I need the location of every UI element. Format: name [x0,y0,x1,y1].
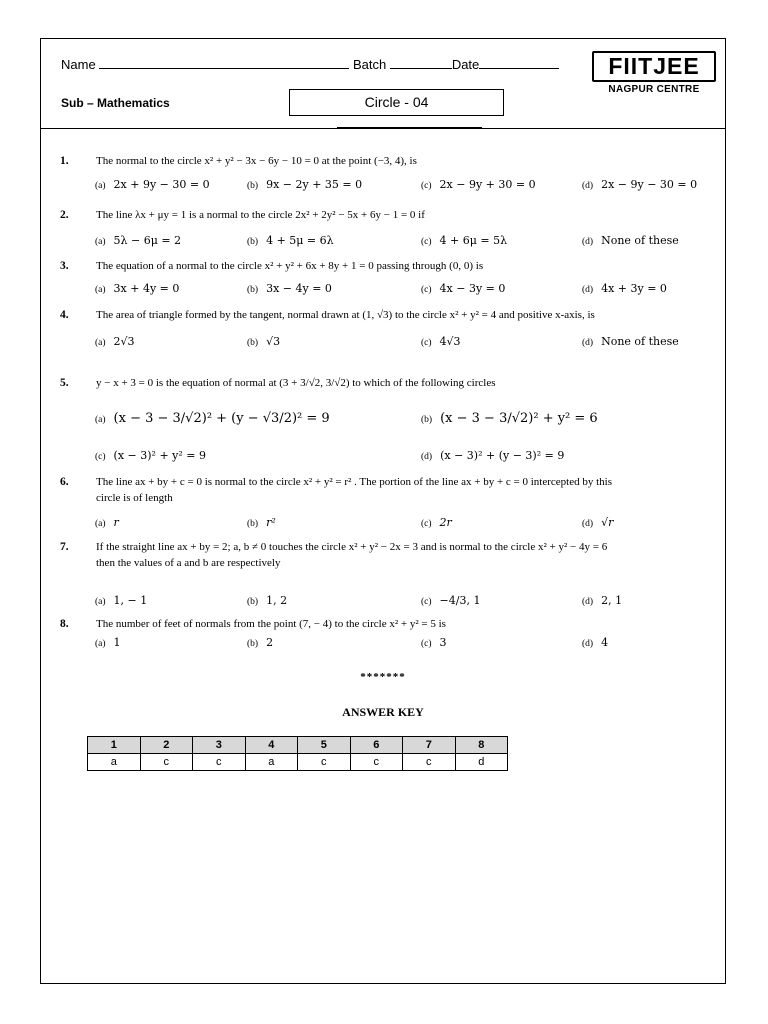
option-c [421,234,507,247]
question-number: 2. [60,209,69,221]
option-value: (x − 3 − 3/√2)² + (y − √3/2)² = 9 [113,411,330,426]
option-d [582,234,679,247]
option-label: (c) [421,519,432,529]
option-value: 4 + 6μ = 5λ [439,234,508,247]
question-text: The equation of a normal to the circle x² + y² + 6x + 8y + 1 = 0 passing through (0, 0) is [96,260,484,272]
question-text-continued: circle is of length [96,492,173,504]
date-label: Date [451,57,480,72]
option-label: (b) [247,338,259,348]
answer-key-answer: c [403,754,456,771]
option-label: (b) [421,415,433,425]
option-label: (a) [95,597,106,607]
option-label: (a) [95,181,106,191]
option-label: (b) [247,639,259,649]
option-label: (d) [582,181,594,191]
option-label: (c) [421,639,432,649]
option-value: √r [601,516,614,529]
header-divider [41,128,725,129]
option-b [247,282,332,295]
logo-subtitle: NAGPUR CENTRE [608,84,700,95]
answer-key-number: 7 [403,737,456,754]
option-label: (b) [247,519,259,529]
option-label: (a) [95,519,106,529]
option-label: (b) [247,597,259,607]
answer-key-number: 4 [245,737,298,754]
option-value: 2x − 9y − 30 = 0 [601,178,698,191]
option-b [421,411,598,426]
answer-key-answer: a [88,754,141,771]
option-label: (b) [247,237,259,247]
option-c [95,449,206,462]
answer-key-table [87,736,508,771]
option-value: 3x + 4y = 0 [113,282,180,295]
option-label: (a) [95,338,106,348]
option-d [582,516,613,529]
option-c [421,335,461,348]
question-text: The area of triangle formed by the tangent, normal drawn at (1, √3) to the circle x² + y² = 4 and positive x-axis, is [96,309,595,321]
option-label: (d) [582,237,594,247]
option-label: (a) [95,415,106,425]
answer-key-number: 8 [455,737,508,754]
option-d [582,282,667,295]
option-b [247,516,276,529]
option-label: (c) [421,181,432,191]
answer-key-answer: c [350,754,403,771]
answer-key-number: 3 [193,737,246,754]
question-text: The line ax + by + c = 0 is normal to the circle x² + y² = r² . The portion of the line ax + by + c = 0 intercepted by this [96,476,613,488]
answer-key-answer-row [88,754,508,771]
batch-blank [390,57,452,69]
option-label: (a) [95,237,106,247]
option-c [421,516,452,529]
fiitjee-logo [592,51,716,93]
option-d [582,594,622,607]
answer-key-number: 2 [140,737,193,754]
option-value: 1, − 1 [113,594,148,607]
option-label: (a) [95,639,106,649]
option-label: (c) [421,285,432,295]
option-a [95,234,181,247]
option-label: (c) [95,452,106,462]
answer-key-answer: c [298,754,351,771]
option-value: r² [266,516,276,529]
option-a [95,516,119,529]
option-c [421,594,480,607]
option-label: (d) [582,285,594,295]
worksheet-title: Circle - 04 [289,89,504,116]
option-value: None of these [601,335,679,348]
question-text-continued: then the values of a and b are respectively [96,557,281,569]
question-text: If the straight line ax + by = 2; a, b ≠ 0 touches the circle x² + y² − 2x = 3 and is normal to the circle x² + y² − 4y = 6 [96,541,608,553]
option-label: (c) [421,338,432,348]
question-text: The line λx + μy = 1 is a normal to the circle 2x² + 2y² − 5x + 6y − 1 = 0 if [96,209,425,221]
answer-key-number: 5 [298,737,351,754]
option-b [247,335,280,348]
question-number: 5. [60,377,69,389]
option-label: (d) [582,519,594,529]
option-a [95,335,135,348]
option-label: (b) [247,285,259,295]
option-a [95,178,210,191]
option-value: 4x − 3y = 0 [439,282,506,295]
answer-key-answer: c [140,754,193,771]
answer-key-answer: c [193,754,246,771]
question-text: The number of feet of normals from the point (7, − 4) to the circle x² + y² = 5 is [96,618,446,630]
option-b [247,594,287,607]
name-label: Name [61,57,96,72]
option-value: (x − 3)² + (y − 3)² = 9 [440,449,565,462]
option-value: 1, 2 [266,594,288,607]
answer-key-number: 6 [350,737,403,754]
option-value: 2, 1 [601,594,623,607]
section-separator: ******* [360,671,406,683]
option-value: None of these [601,234,679,247]
option-label: (d) [421,452,433,462]
option-value: 4x + 3y = 0 [601,282,667,295]
question-number: 6. [60,476,69,488]
subject-label: Sub – Mathematics [61,96,170,110]
option-value: 5λ − 6μ = 2 [113,234,182,247]
option-value: 2√3 [113,335,135,348]
option-d [582,178,697,191]
answer-key-number: 1 [88,737,141,754]
name-blank [99,57,349,69]
option-a [95,636,121,649]
option-label: (c) [421,597,432,607]
option-b [247,234,334,247]
option-c [421,282,505,295]
answer-key-title: ANSWER KEY [342,705,424,719]
option-label: (d) [582,597,594,607]
option-b [247,178,362,191]
answer-key-answer: a [245,754,298,771]
question-number: 1. [60,155,69,167]
name-batch-date-line [61,57,559,72]
question-text: y − x + 3 = 0 is the equation of normal at (3 + 3/√2, 3/√2) to which of the following circles [96,377,496,389]
option-d [421,449,564,462]
option-value: 2x + 9y − 30 = 0 [113,178,210,191]
date-blank [479,57,559,69]
option-c [421,636,447,649]
option-value: 4√3 [439,335,461,348]
question-number: 4. [60,309,69,321]
option-value: 2 [266,636,274,649]
option-label: (c) [421,237,432,247]
option-value: r [113,516,119,529]
option-value: (x − 3 − 3/√2)² + y² = 6 [440,411,598,426]
option-value: 2x − 9y + 30 = 0 [439,178,536,191]
option-value: 4 [601,636,609,649]
option-value: √3 [266,335,281,348]
option-label: (d) [582,338,594,348]
option-value: 2r [439,516,452,529]
option-d [582,636,608,649]
option-label: (b) [247,181,259,191]
option-label: (d) [582,639,594,649]
option-a [95,282,179,295]
answer-key-header-row [88,737,508,754]
option-value: 4 + 5μ = 6λ [266,234,334,247]
question-number: 3. [60,260,69,272]
option-a [95,594,147,607]
option-value: −4/3, 1 [439,594,481,607]
logo-text: FIITJEE [592,51,716,82]
worksheet-page [40,38,726,984]
option-label: (a) [95,285,106,295]
answer-key-answer: d [455,754,508,771]
option-b [247,636,273,649]
option-c [421,178,536,191]
question-number: 8. [60,618,69,630]
option-value: 3x − 4y = 0 [266,282,332,295]
batch-label: Batch [352,57,387,72]
option-value: 9x − 2y + 35 = 0 [266,178,363,191]
option-value: (x − 3)² + y² = 9 [113,449,206,462]
option-d [582,335,679,348]
option-a [95,411,330,426]
question-number: 7. [60,541,69,553]
question-text: The normal to the circle x² + y² − 3x − 6y − 10 = 0 at the point (−3, 4), is [96,155,417,167]
option-value: 3 [439,636,447,649]
option-value: 1 [113,636,121,649]
